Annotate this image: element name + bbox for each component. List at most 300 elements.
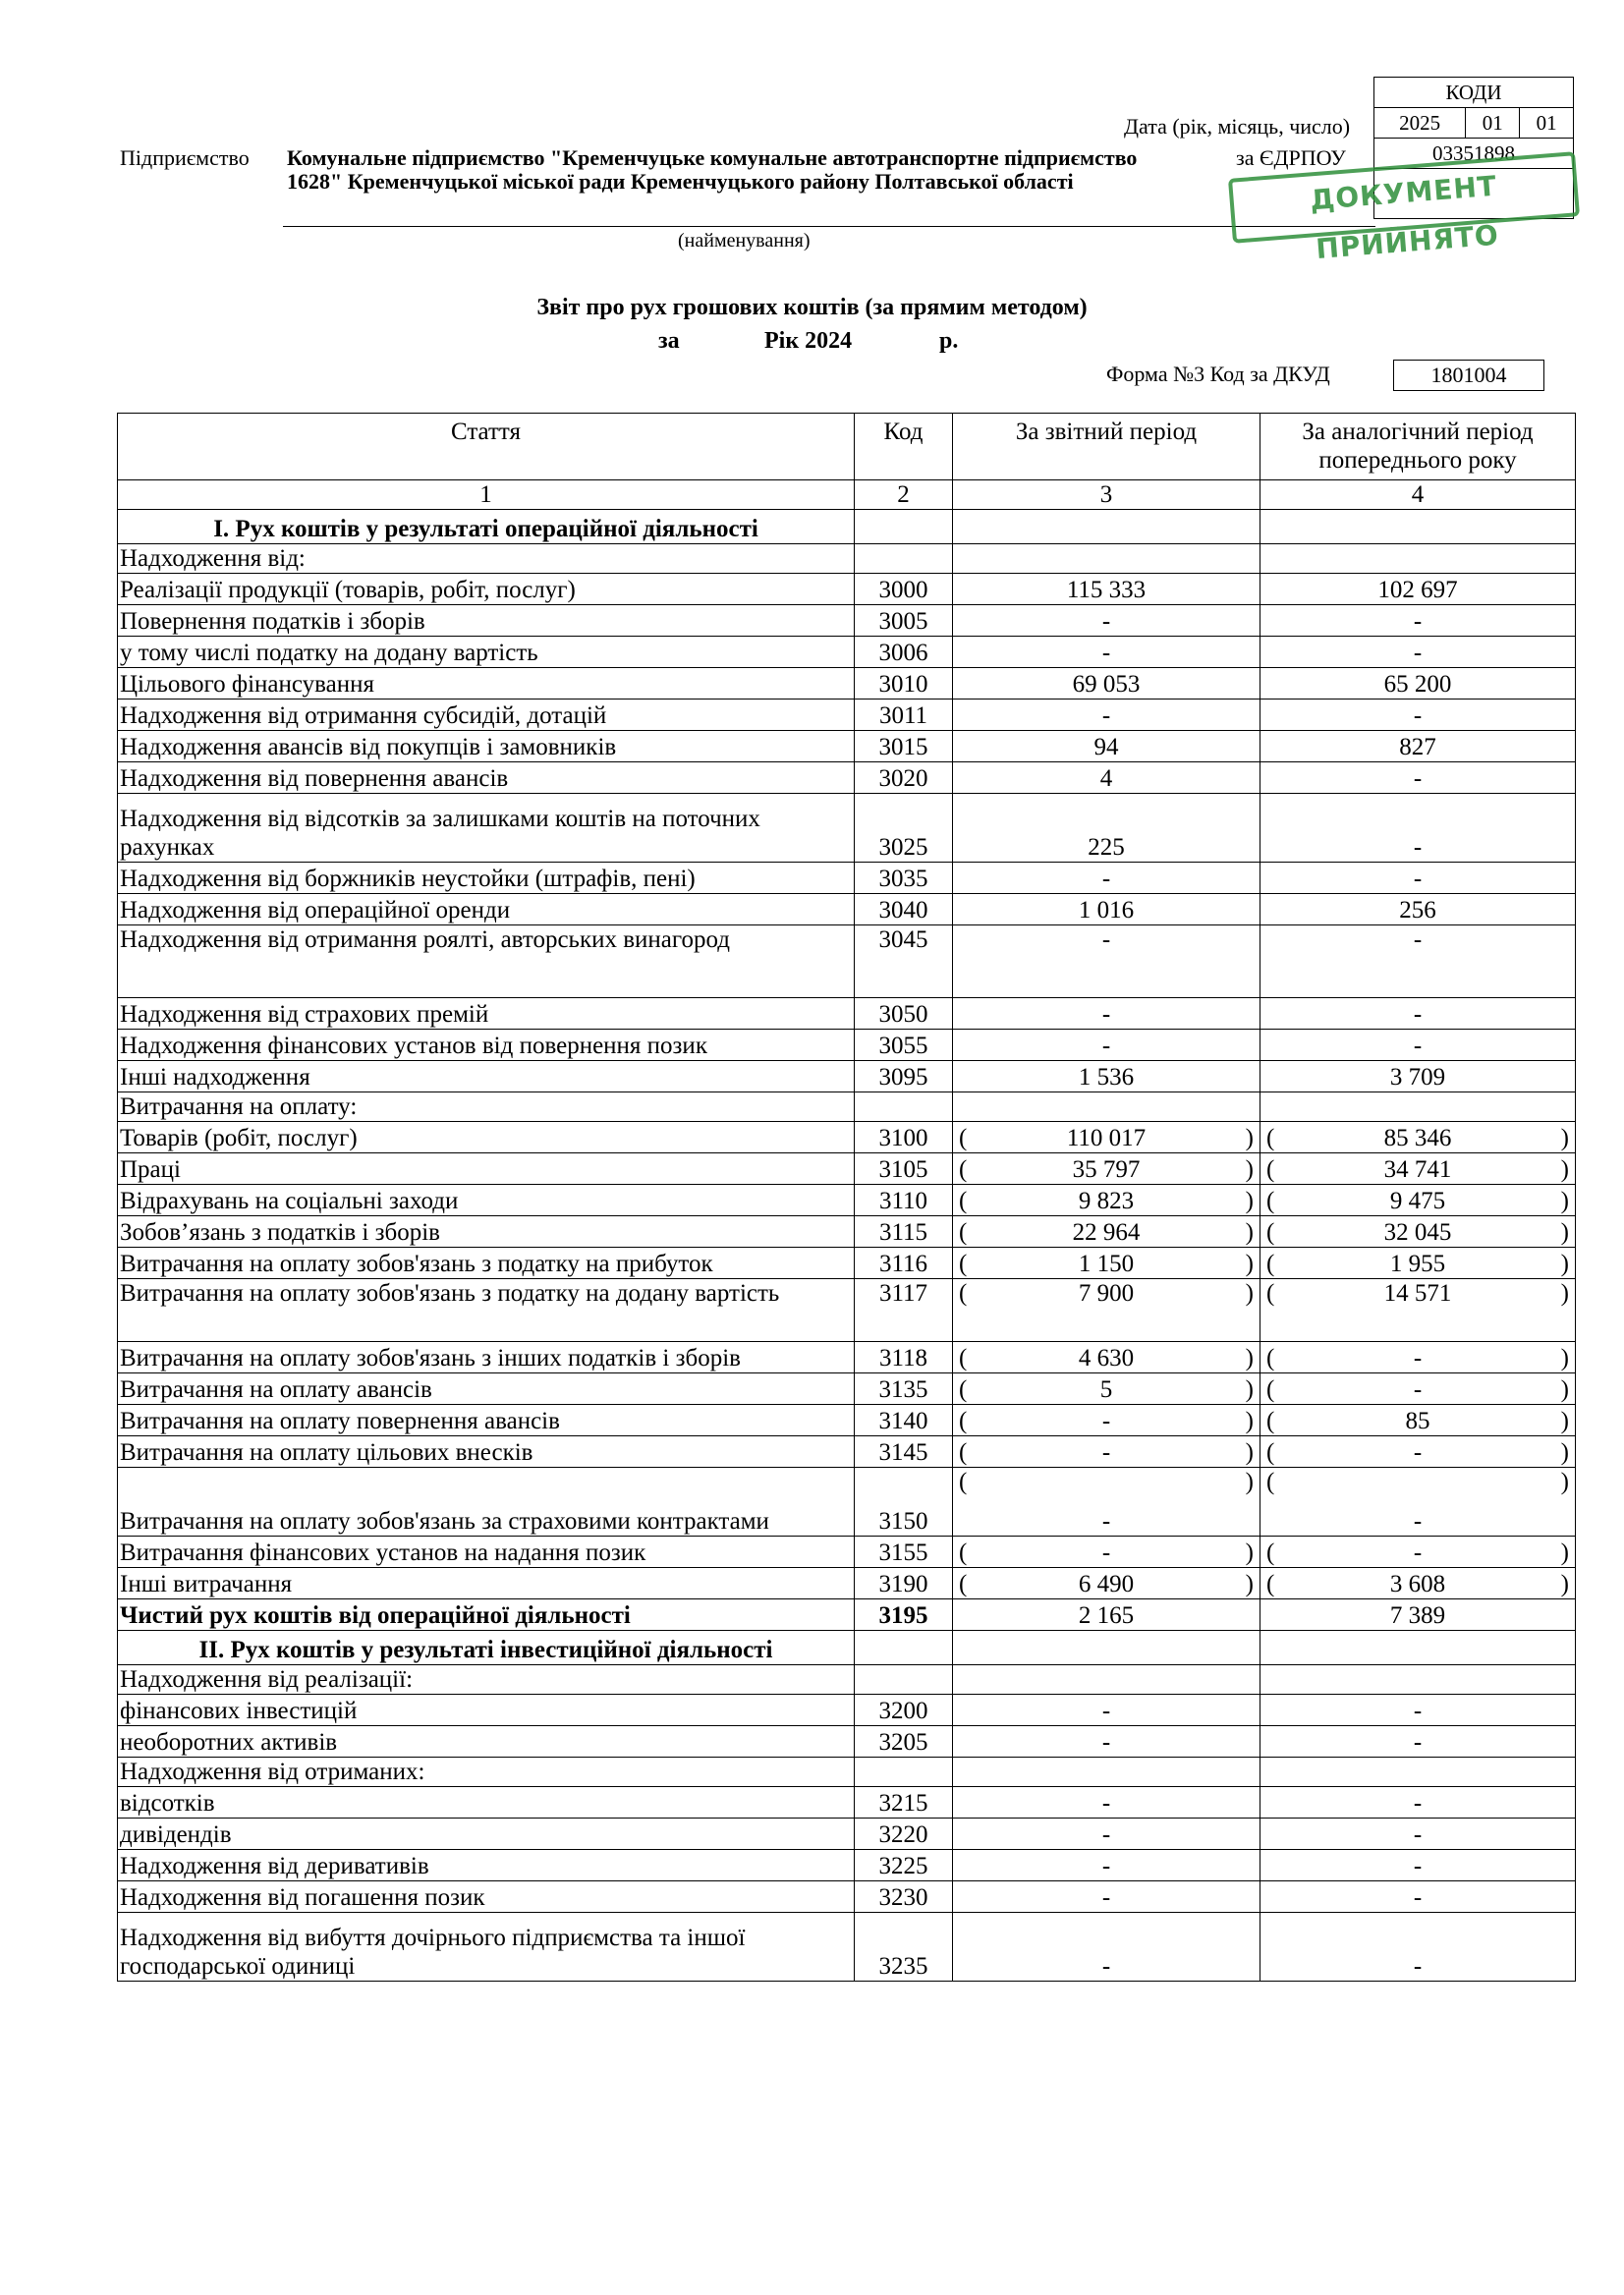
date-label: Дата (рік, місяць, число) bbox=[1124, 114, 1351, 139]
value-text: 9 475 bbox=[1389, 1188, 1446, 1214]
column-number: 3 bbox=[953, 480, 1260, 510]
open-paren: ( bbox=[959, 1376, 968, 1403]
row-article: Витрачання на оплату: bbox=[118, 1092, 855, 1122]
close-paren: ) bbox=[1560, 1345, 1569, 1371]
row-code: 3055 bbox=[855, 1030, 953, 1061]
row-current-value: - bbox=[953, 1819, 1260, 1850]
value-text: 85 bbox=[1405, 1408, 1430, 1434]
row-code: 3200 bbox=[855, 1695, 953, 1726]
table-row bbox=[118, 1405, 1576, 1436]
table-row bbox=[118, 863, 1576, 894]
row-previous-value bbox=[1260, 1758, 1576, 1787]
value-text: 22 964 bbox=[1072, 1219, 1141, 1246]
cash-flow-table-body bbox=[118, 414, 1576, 1982]
table-row bbox=[118, 1122, 1576, 1153]
row-code bbox=[855, 544, 953, 574]
row-article: Реалізації продукції (товарів, робіт, послуг) bbox=[118, 574, 855, 605]
year-suffix: р. bbox=[939, 328, 959, 354]
row-article: Витрачання на оплату зобов'язань з інших податків і зборів bbox=[118, 1342, 855, 1373]
report-title: Звіт про рух грошових коштів (за прямим методом) bbox=[536, 295, 1088, 320]
row-current-value bbox=[953, 1631, 1260, 1665]
cash-flow-table bbox=[117, 413, 1576, 1982]
value-text: - bbox=[1413, 1439, 1423, 1466]
table-row bbox=[118, 637, 1576, 668]
row-code: 3035 bbox=[855, 863, 953, 894]
value-text: 34 741 bbox=[1383, 1156, 1452, 1183]
open-paren: ( bbox=[1266, 1539, 1275, 1566]
name-caption: (найменування) bbox=[678, 230, 811, 252]
accepted-stamp: ДОКУМЕНТ ПРИЙНЯТО bbox=[1228, 151, 1580, 244]
row-current-value: - bbox=[953, 863, 1260, 894]
row-current-value bbox=[953, 1122, 1260, 1153]
row-code: 3230 bbox=[855, 1881, 953, 1913]
close-paren: ) bbox=[1245, 1156, 1254, 1183]
row-code: 3005 bbox=[855, 605, 953, 637]
row-article: Витрачання на оплату повернення авансів bbox=[118, 1405, 855, 1436]
table-row bbox=[118, 1436, 1576, 1468]
row-current-value bbox=[953, 1279, 1260, 1342]
table-row bbox=[118, 1537, 1576, 1568]
close-paren: ) bbox=[1560, 1280, 1569, 1307]
row-current-value bbox=[953, 1537, 1260, 1568]
open-paren: ( bbox=[1266, 1439, 1275, 1466]
table-row bbox=[118, 731, 1576, 762]
table-row bbox=[118, 1850, 1576, 1881]
row-article: дивідендів bbox=[118, 1819, 855, 1850]
table-row bbox=[118, 700, 1576, 731]
close-paren: ) bbox=[1245, 1251, 1254, 1277]
row-article: Надходження від отриманих: bbox=[118, 1758, 855, 1787]
table-header-row bbox=[118, 414, 1576, 480]
row-article: Витрачання на оплату цільових внесків bbox=[118, 1436, 855, 1468]
row-current-value: 2 165 bbox=[953, 1599, 1260, 1631]
row-previous-value: - bbox=[1260, 1819, 1576, 1850]
row-previous-value bbox=[1260, 1185, 1576, 1216]
row-current-value: 1 536 bbox=[953, 1061, 1260, 1092]
row-article: у тому числі податку на додану вартість bbox=[118, 637, 855, 668]
row-current-value bbox=[953, 1248, 1260, 1279]
table-row bbox=[118, 1568, 1576, 1599]
open-paren: ( bbox=[959, 1408, 968, 1434]
row-article: Надходження від деривативів bbox=[118, 1850, 855, 1881]
open-paren: ( bbox=[959, 1439, 968, 1466]
row-code: 3117 bbox=[855, 1279, 953, 1342]
close-paren: ) bbox=[1245, 1280, 1254, 1307]
row-article: Надходження від отримання роялті, авторських винагород bbox=[118, 925, 855, 998]
row-article: Інші витрачання bbox=[118, 1568, 855, 1599]
row-previous-value bbox=[1260, 510, 1576, 544]
close-paren: ) bbox=[1560, 1125, 1569, 1151]
open-paren: ( bbox=[1266, 1251, 1275, 1277]
row-code: 3150 bbox=[855, 1468, 953, 1537]
value-text: - bbox=[1413, 1539, 1423, 1566]
row-previous-value: - bbox=[1260, 605, 1576, 637]
dkud-code: 1801004 bbox=[1393, 360, 1544, 391]
row-article: необоротних активів bbox=[118, 1726, 855, 1758]
table-row bbox=[118, 998, 1576, 1030]
open-paren: ( bbox=[959, 1188, 968, 1214]
close-paren: ) bbox=[1560, 1439, 1569, 1466]
row-article: Надходження від реалізації: bbox=[118, 1665, 855, 1695]
form-label: Форма №3 Код за ДКУД bbox=[1106, 362, 1330, 386]
close-paren: ) bbox=[1245, 1188, 1254, 1214]
close-paren: ) bbox=[1560, 1469, 1569, 1495]
row-previous-value bbox=[1260, 1279, 1576, 1342]
row-code: 3215 bbox=[855, 1787, 953, 1819]
row-previous-value bbox=[1260, 1248, 1576, 1279]
header-current-period: За звітний період bbox=[953, 414, 1260, 480]
row-previous-value bbox=[1260, 1537, 1576, 1568]
row-current-value bbox=[953, 1665, 1260, 1695]
row-previous-value: - bbox=[1260, 1787, 1576, 1819]
row-code bbox=[855, 510, 953, 544]
row-article: Витрачання фінансових установ на надання позик bbox=[118, 1537, 855, 1568]
enterprise-name-line2: 1628" Кременчуцької міської ради Кременчуцького району Полтавської області bbox=[287, 169, 1074, 194]
table-row bbox=[118, 605, 1576, 637]
table-row bbox=[118, 794, 1576, 863]
date-year: 2025 bbox=[1374, 108, 1466, 139]
row-code: 3050 bbox=[855, 998, 953, 1030]
open-paren: ( bbox=[959, 1469, 968, 1495]
row-current-value: - bbox=[953, 1850, 1260, 1881]
close-paren: ) bbox=[1560, 1376, 1569, 1403]
row-current-value: 69 053 bbox=[953, 668, 1260, 700]
table-row bbox=[118, 574, 1576, 605]
table-row bbox=[118, 1913, 1576, 1982]
value-text: - bbox=[1101, 1539, 1111, 1566]
table-row bbox=[118, 1216, 1576, 1248]
row-previous-value bbox=[1260, 1092, 1576, 1122]
open-paren: ( bbox=[1266, 1188, 1275, 1214]
close-paren: ) bbox=[1245, 1571, 1254, 1597]
row-code bbox=[855, 1631, 953, 1665]
value-text: 35 797 bbox=[1072, 1156, 1141, 1183]
close-paren: ) bbox=[1560, 1408, 1569, 1434]
row-code: 3000 bbox=[855, 574, 953, 605]
open-paren: ( bbox=[1266, 1219, 1275, 1246]
table-row bbox=[118, 1153, 1576, 1185]
table-row bbox=[118, 544, 1576, 574]
row-previous-value bbox=[1260, 1342, 1576, 1373]
row-article: фінансових інвестицій bbox=[118, 1695, 855, 1726]
value-text: - bbox=[1413, 1345, 1423, 1371]
row-previous-value bbox=[1260, 1153, 1576, 1185]
open-paren: ( bbox=[959, 1156, 968, 1183]
row-previous-value bbox=[1260, 1216, 1576, 1248]
row-code: 3025 bbox=[855, 794, 953, 863]
row-article: Надходження від: bbox=[118, 544, 855, 574]
row-code: 3140 bbox=[855, 1405, 953, 1436]
enterprise-label: Підприємство bbox=[120, 145, 250, 170]
row-article: Надходження від страхових премій bbox=[118, 998, 855, 1030]
open-paren: ( bbox=[1266, 1469, 1275, 1495]
row-previous-value: 65 200 bbox=[1260, 668, 1576, 700]
row-current-value bbox=[953, 1185, 1260, 1216]
row-current-value: - bbox=[953, 1695, 1260, 1726]
open-paren: ( bbox=[1266, 1345, 1275, 1371]
row-previous-value: - bbox=[1260, 863, 1576, 894]
row-article: Витрачання на оплату зобов'язань за страховими контрактами bbox=[118, 1468, 855, 1537]
row-code bbox=[855, 1092, 953, 1122]
open-paren: ( bbox=[959, 1571, 968, 1597]
row-article: Зобов’язань з податків і зборів bbox=[118, 1216, 855, 1248]
row-current-value: - bbox=[953, 1787, 1260, 1819]
table-row bbox=[118, 1819, 1576, 1850]
total-row bbox=[118, 1599, 1576, 1631]
row-previous-value: - bbox=[1260, 762, 1576, 794]
table-row bbox=[118, 1758, 1576, 1787]
row-current-value: - bbox=[953, 637, 1260, 668]
value-text: 9 823 bbox=[1078, 1188, 1135, 1214]
open-paren: ( bbox=[959, 1345, 968, 1371]
table-row bbox=[118, 762, 1576, 794]
row-article: Надходження від повернення авансів bbox=[118, 762, 855, 794]
row-article: Цільового фінансування bbox=[118, 668, 855, 700]
row-code: 3190 bbox=[855, 1568, 953, 1599]
codes-title: КОДИ bbox=[1374, 78, 1574, 108]
row-current-value: 94 bbox=[953, 731, 1260, 762]
row-current-value: - bbox=[953, 605, 1260, 637]
open-paren: ( bbox=[1266, 1280, 1275, 1307]
column-number: 1 bbox=[118, 480, 855, 510]
row-article: Відрахувань на соціальні заходи bbox=[118, 1185, 855, 1216]
row-current-value bbox=[953, 1436, 1260, 1468]
row-previous-value: 102 697 bbox=[1260, 574, 1576, 605]
row-code: 3095 bbox=[855, 1061, 953, 1092]
open-paren: ( bbox=[959, 1125, 968, 1151]
row-code: 3110 bbox=[855, 1185, 953, 1216]
row-previous-value: - bbox=[1260, 637, 1576, 668]
table-row bbox=[118, 1279, 1576, 1342]
row-current-value: 225 bbox=[953, 794, 1260, 863]
row-previous-value: - bbox=[1260, 794, 1576, 863]
row-current-value bbox=[953, 1758, 1260, 1787]
open-paren: ( bbox=[1266, 1125, 1275, 1151]
row-article: Товарів (робіт, послуг) bbox=[118, 1122, 855, 1153]
row-previous-value: - bbox=[1260, 925, 1576, 998]
row-article: Повернення податків і зборів bbox=[118, 605, 855, 637]
table-row bbox=[118, 894, 1576, 925]
table-row bbox=[118, 925, 1576, 998]
column-number: 2 bbox=[855, 480, 953, 510]
row-previous-value: 3 709 bbox=[1260, 1061, 1576, 1092]
row-previous-value: 7 389 bbox=[1260, 1599, 1576, 1631]
open-paren: ( bbox=[1266, 1376, 1275, 1403]
edrpou-label: за ЄДРПОУ bbox=[1236, 145, 1346, 170]
row-code: 3116 bbox=[855, 1248, 953, 1279]
section-header-row bbox=[118, 510, 1576, 544]
table-row bbox=[118, 668, 1576, 700]
column-number: 4 bbox=[1260, 480, 1576, 510]
value-text: 1 150 bbox=[1078, 1251, 1135, 1277]
row-code: 3155 bbox=[855, 1537, 953, 1568]
row-current-value: 1 016 bbox=[953, 894, 1260, 925]
row-article: Надходження від відсотків за залишками коштів на поточних рахунках bbox=[118, 794, 855, 863]
row-current-value bbox=[953, 510, 1260, 544]
row-current-value: - bbox=[953, 925, 1260, 998]
row-current-value bbox=[953, 1092, 1260, 1122]
table-row bbox=[118, 1030, 1576, 1061]
for-label: за bbox=[658, 328, 680, 354]
row-article: Надходження від отримання субсидій, дотацій bbox=[118, 700, 855, 731]
row-previous-value: - bbox=[1260, 700, 1576, 731]
row-current-value bbox=[953, 1342, 1260, 1373]
value-text: - bbox=[1413, 1508, 1423, 1535]
close-paren: ) bbox=[1560, 1539, 1569, 1566]
open-paren: ( bbox=[1266, 1408, 1275, 1434]
row-previous-value bbox=[1260, 1373, 1576, 1405]
table-row bbox=[118, 1468, 1576, 1537]
close-paren: ) bbox=[1245, 1539, 1254, 1566]
value-text: - bbox=[1101, 1408, 1111, 1434]
open-paren: ( bbox=[959, 1219, 968, 1246]
header-article: Стаття bbox=[118, 414, 855, 480]
row-previous-value: - bbox=[1260, 1881, 1576, 1913]
row-code: 3115 bbox=[855, 1216, 953, 1248]
row-code: 3006 bbox=[855, 637, 953, 668]
row-current-value bbox=[953, 1216, 1260, 1248]
row-code bbox=[855, 1665, 953, 1695]
value-text: 6 490 bbox=[1078, 1571, 1135, 1597]
row-article: І. Рух коштів у результаті операційної діяльності bbox=[118, 510, 855, 544]
row-current-value: - bbox=[953, 998, 1260, 1030]
row-code: 3135 bbox=[855, 1373, 953, 1405]
value-text: 1 955 bbox=[1389, 1251, 1446, 1277]
edrpou-value: 03351898 bbox=[1374, 139, 1574, 169]
row-previous-value: - bbox=[1260, 1913, 1576, 1982]
row-code: 3118 bbox=[855, 1342, 953, 1373]
row-current-value: - bbox=[953, 700, 1260, 731]
close-paren: ) bbox=[1560, 1188, 1569, 1214]
close-paren: ) bbox=[1560, 1156, 1569, 1183]
row-previous-value bbox=[1260, 1405, 1576, 1436]
row-article: Витрачання на оплату авансів bbox=[118, 1373, 855, 1405]
open-paren: ( bbox=[959, 1280, 968, 1307]
row-article: Надходження від погашення позик bbox=[118, 1881, 855, 1913]
row-article: Надходження від операційної оренди bbox=[118, 894, 855, 925]
value-text: 14 571 bbox=[1383, 1280, 1452, 1307]
row-code: 3235 bbox=[855, 1913, 953, 1982]
row-current-value: - bbox=[953, 1913, 1260, 1982]
row-previous-value bbox=[1260, 1436, 1576, 1468]
table-row bbox=[118, 1665, 1576, 1695]
row-previous-value bbox=[1260, 1122, 1576, 1153]
row-article: відсотків bbox=[118, 1787, 855, 1819]
date-month: 01 bbox=[1466, 108, 1520, 139]
value-text: 4 630 bbox=[1078, 1345, 1135, 1371]
row-previous-value: 256 bbox=[1260, 894, 1576, 925]
table-row bbox=[118, 1092, 1576, 1122]
row-previous-value bbox=[1260, 1631, 1576, 1665]
close-paren: ) bbox=[1560, 1571, 1569, 1597]
column-number-row bbox=[118, 480, 1576, 510]
row-code: 3020 bbox=[855, 762, 953, 794]
value-text: 7 900 bbox=[1078, 1280, 1135, 1307]
close-paren: ) bbox=[1560, 1219, 1569, 1246]
row-current-value: - bbox=[953, 1881, 1260, 1913]
value-text: 3 608 bbox=[1389, 1571, 1446, 1597]
close-paren: ) bbox=[1245, 1125, 1254, 1151]
row-previous-value bbox=[1260, 1568, 1576, 1599]
row-article: ІІ. Рух коштів у результаті інвестиційної діяльності bbox=[118, 1631, 855, 1665]
row-current-value: 4 bbox=[953, 762, 1260, 794]
row-current-value: 115 333 bbox=[953, 574, 1260, 605]
open-paren: ( bbox=[1266, 1571, 1275, 1597]
row-article: Витрачання на оплату зобов'язань з податку на додану вартість bbox=[118, 1279, 855, 1342]
row-current-value bbox=[953, 1153, 1260, 1185]
value-text: 85 346 bbox=[1383, 1125, 1452, 1151]
table-row bbox=[118, 1881, 1576, 1913]
close-paren: ) bbox=[1245, 1219, 1254, 1246]
row-article: Надходження від вибуття дочірнього підприємства та іншої господарської одиниці bbox=[118, 1913, 855, 1982]
table-row bbox=[118, 1726, 1576, 1758]
enterprise-name-line1: Комунальне підприємство "Кременчуцьке комунальне автотранспортне підприємство bbox=[287, 145, 1138, 170]
row-previous-value bbox=[1260, 544, 1576, 574]
row-previous-value: - bbox=[1260, 1726, 1576, 1758]
table-row bbox=[118, 1373, 1576, 1405]
table-row bbox=[118, 1342, 1576, 1373]
row-code: 3010 bbox=[855, 668, 953, 700]
row-previous-value: - bbox=[1260, 1850, 1576, 1881]
table-row bbox=[118, 1695, 1576, 1726]
row-previous-value: - bbox=[1260, 1695, 1576, 1726]
value-text: - bbox=[1101, 1439, 1111, 1466]
row-previous-value: - bbox=[1260, 998, 1576, 1030]
table-row bbox=[118, 1185, 1576, 1216]
row-current-value: - bbox=[953, 1726, 1260, 1758]
open-paren: ( bbox=[1266, 1156, 1275, 1183]
row-code: 3225 bbox=[855, 1850, 953, 1881]
table-row bbox=[118, 1787, 1576, 1819]
row-current-value bbox=[953, 1405, 1260, 1436]
row-article: Витрачання на оплату зобов'язань з податку на прибуток bbox=[118, 1248, 855, 1279]
row-code: 3040 bbox=[855, 894, 953, 925]
close-paren: ) bbox=[1245, 1439, 1254, 1466]
row-article: Чистий рух коштів від операційної діяльності bbox=[118, 1599, 855, 1631]
row-code: 3045 bbox=[855, 925, 953, 998]
close-paren: ) bbox=[1560, 1251, 1569, 1277]
row-current-value bbox=[953, 1568, 1260, 1599]
row-previous-value bbox=[1260, 1468, 1576, 1537]
row-previous-value: - bbox=[1260, 1030, 1576, 1061]
row-code: 3015 bbox=[855, 731, 953, 762]
row-current-value bbox=[953, 544, 1260, 574]
row-code: 3205 bbox=[855, 1726, 953, 1758]
row-article: Праці bbox=[118, 1153, 855, 1185]
report-period: Рік 2024 bbox=[764, 328, 853, 354]
row-article: Надходження авансів від покупців і замовників bbox=[118, 731, 855, 762]
row-code: 3145 bbox=[855, 1436, 953, 1468]
close-paren: ) bbox=[1245, 1345, 1254, 1371]
row-previous-value bbox=[1260, 1665, 1576, 1695]
row-article: Надходження фінансових установ від повернення позик bbox=[118, 1030, 855, 1061]
row-current-value bbox=[953, 1468, 1260, 1537]
close-paren: ) bbox=[1245, 1408, 1254, 1434]
open-paren: ( bbox=[959, 1539, 968, 1566]
value-text: - bbox=[1101, 1508, 1111, 1535]
date-day: 01 bbox=[1520, 108, 1574, 139]
header-previous-period: За аналогічний період попереднього року bbox=[1260, 414, 1576, 480]
row-code: 3105 bbox=[855, 1153, 953, 1185]
row-previous-value: 827 bbox=[1260, 731, 1576, 762]
table-row bbox=[118, 1248, 1576, 1279]
value-text: - bbox=[1413, 1376, 1423, 1403]
section-header-row bbox=[118, 1631, 1576, 1665]
table-row bbox=[118, 1061, 1576, 1092]
value-text: 5 bbox=[1099, 1376, 1113, 1403]
name-underline bbox=[283, 226, 1375, 227]
row-article: Інші надходження bbox=[118, 1061, 855, 1092]
